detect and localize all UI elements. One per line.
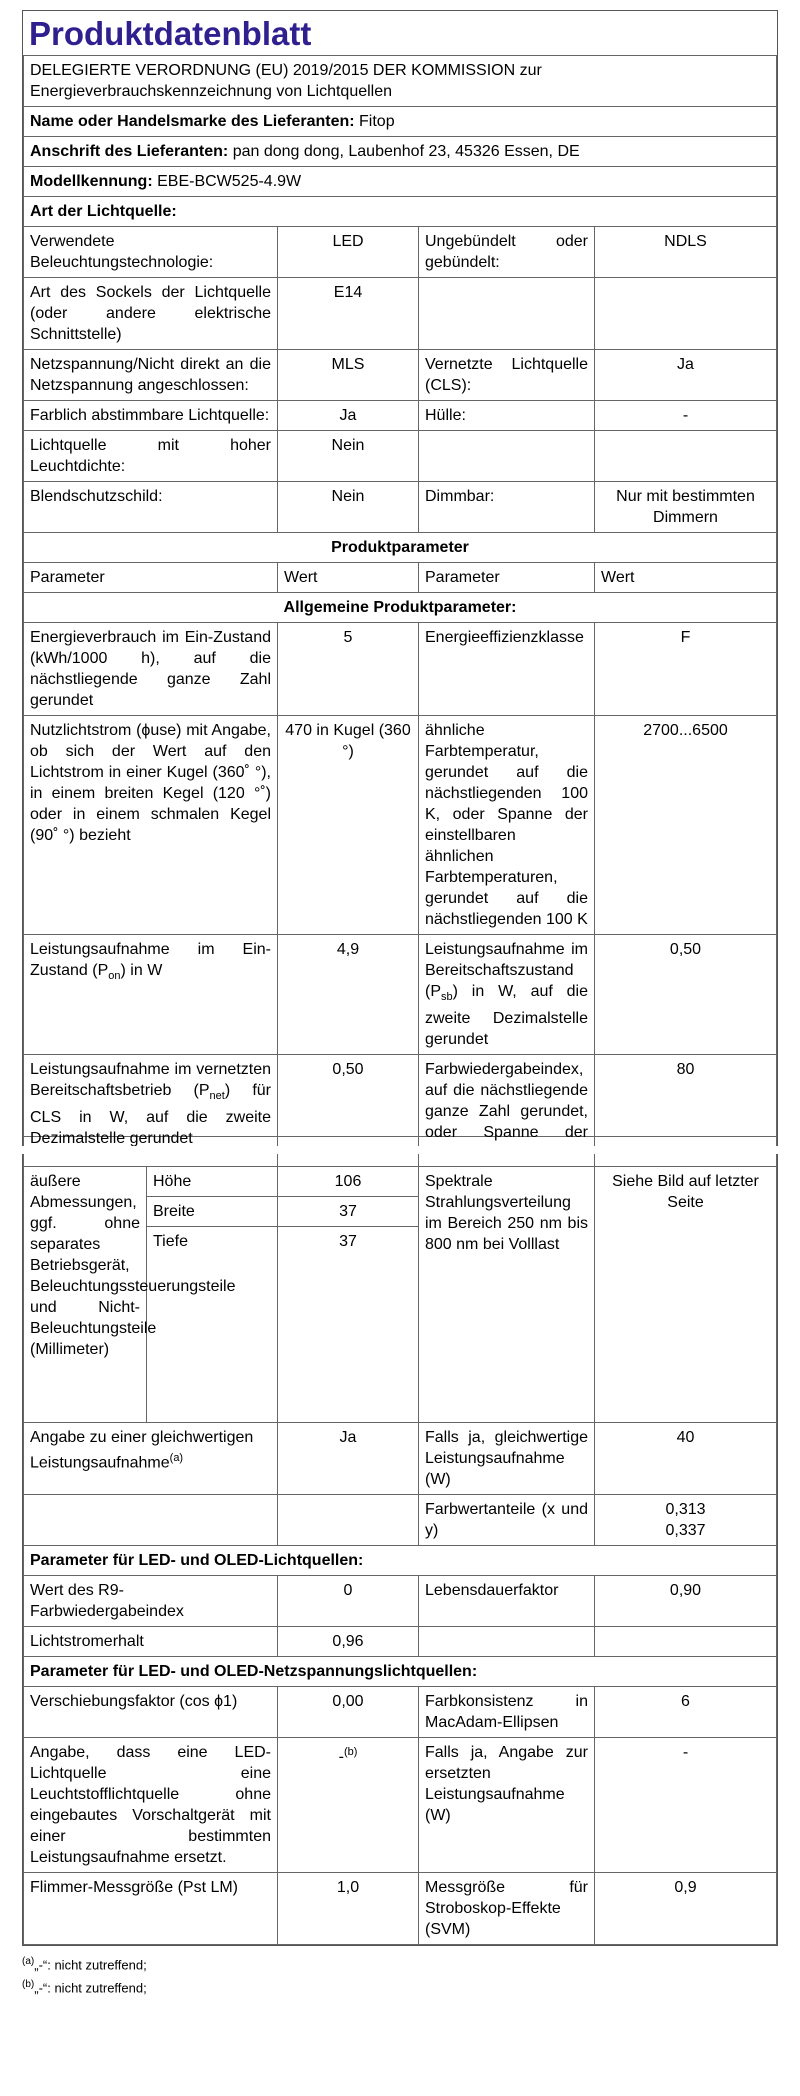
param-label: Lichtstromerhalt: [24, 1627, 278, 1657]
param-value: 0,96: [278, 1627, 419, 1657]
param-label: Farbwiedergabeindex, auf die nächstliegende ganze Zahl gerundet, oder Spanne der: [419, 1055, 595, 1146]
param-row-split: [24, 1055, 777, 1146]
type-row: [24, 350, 777, 401]
param-label: Falls ja, gleichwertige Leistungsaufnahme (W): [419, 1423, 595, 1495]
type-label: Ungebündelt oder gebündelt:: [419, 227, 595, 278]
value-superscript: (b): [343, 1746, 358, 1758]
type-value: Nur mit bestimmten Dimmern: [595, 482, 777, 533]
footnotes: [22, 1946, 778, 1999]
column-header: Wert: [595, 563, 777, 593]
param-label: [24, 935, 278, 1055]
empty-cell: [24, 1495, 278, 1546]
empty-cell: [419, 431, 595, 482]
empty-cell: [419, 1627, 595, 1657]
regulation-text: DELEGIERTE VERORDNUNG (EU) 2019/2015 DER KOMMISSION zur Energieverbrauchskennzeichnung von Lichtquellen: [24, 56, 777, 107]
value-text: -: [338, 1748, 344, 1766]
supplier-value: Fitop: [359, 113, 395, 130]
param-label: Farbwertanteile (x und y): [419, 1495, 595, 1546]
param-value: 0,00: [278, 1687, 419, 1738]
param-label: Energieeffizienzklasse: [419, 623, 595, 716]
model-value: EBE-BCW525-4.9W: [157, 173, 302, 190]
param-value: 4,9: [278, 935, 419, 1055]
type-value: -: [595, 401, 777, 431]
type-label: Hülle:: [419, 401, 595, 431]
label-text: Angabe zu einer gleichwertigen Leistungsaufnahme: [30, 1429, 254, 1472]
type-row: [24, 227, 777, 278]
param-value: 0,50: [595, 935, 777, 1055]
column-header: Parameter: [419, 563, 595, 593]
product-params-heading: Produktparameter: [24, 533, 777, 563]
sheet-page-1: [22, 10, 778, 1146]
spectral-value: Siehe Bild auf letzter Seite: [595, 1167, 777, 1423]
dimensions-label: äußere Abmessungen, ggf. ohne separates Betriebsgerät, Beleuchtungssteuerungsteile und Nicht-Beleuchtungsteile (Millimeter): [24, 1167, 147, 1423]
label-text: ) in W, auf die zweite Dezimalstelle gerundet: [425, 983, 588, 1049]
param-label: Farbkonsistenz in MacAdam-Ellipsen: [419, 1687, 595, 1738]
column-header-row: [24, 563, 777, 593]
param-value: 0,90: [595, 1576, 777, 1627]
param-value: Ja: [278, 1423, 419, 1495]
empty-cell: [419, 278, 595, 350]
led-params-heading: Parameter für LED- und OLED-Lichtquellen:: [24, 1546, 777, 1576]
type-label: Farblich abstimmbare Lichtquelle:: [24, 401, 278, 431]
page-break: [22, 1146, 778, 1154]
label-text: Leistungsaufnahme im vernetzten Bereitschaftsbetrieb (P: [30, 1061, 271, 1100]
type-value: NDLS: [595, 227, 777, 278]
empty-cell: [595, 278, 777, 350]
column-header: Parameter: [24, 563, 278, 593]
param-label: [419, 935, 595, 1055]
footnote: [22, 1975, 778, 1998]
label-text: Leistungsaufnahme im Ein-Zustand (P: [30, 941, 271, 979]
param-label: Flimmer-Messgröße (Pst LM): [24, 1873, 278, 1945]
label-subscript: on: [108, 970, 121, 983]
param-label: Energieverbrauch im Ein-Zustand (kWh/1000 h), auf die nächstliegende ganze Zahl gerundet: [24, 623, 278, 716]
param-value: [278, 1738, 419, 1873]
label-text: ) in W: [120, 962, 163, 979]
param-value: 40: [595, 1423, 777, 1495]
type-value: Ja: [278, 401, 419, 431]
type-label: Vernetzte Lichtquelle (CLS):: [419, 350, 595, 401]
param-row: [24, 716, 777, 935]
empty-cell: [278, 1495, 419, 1546]
type-value: LED: [278, 227, 419, 278]
param-label: Angabe, dass eine LED-Lichtquelle eine Leuchtstofflichtquelle ohne eingebautes Vorschaltgerät mit einer bestimmten Leistungsaufnahme ersetzt.: [24, 1738, 278, 1873]
param-value: F: [595, 623, 777, 716]
label-text: Leistungsaufnahme im Bereitschaftszustand (P: [425, 941, 588, 1000]
type-value: Nein: [278, 482, 419, 533]
dimension-name: Tiefe: [147, 1227, 278, 1423]
footnote-text: „-“: nicht zutreffend;: [34, 1980, 147, 1996]
empty-cell: [595, 1627, 777, 1657]
mls-params-heading: Parameter für LED- und OLED-Netzspannungslichtquellen:: [24, 1657, 777, 1687]
param-row: [24, 935, 777, 1055]
param-value: 5: [278, 623, 419, 716]
param-label: [24, 1423, 278, 1495]
type-label: Art des Sockels der Lichtquelle (oder andere elektrische Schnittstelle): [24, 278, 278, 350]
type-row: [24, 431, 777, 482]
footnote-mark: (a): [22, 1956, 35, 1967]
type-label: Lichtquelle mit hoher Leuchtdichte:: [24, 431, 278, 482]
param-label: Falls ja, Angabe zur ersetzten Leistungsaufnahme (W): [419, 1738, 595, 1873]
param-value: 0: [278, 1576, 419, 1627]
dimension-value: 37: [278, 1197, 419, 1227]
dimension-name: Breite: [147, 1197, 278, 1227]
type-label: Verwendete Beleuchtungstechnologie:: [24, 227, 278, 278]
param-label: Wert des R9-Farbwiedergabeindex: [24, 1576, 278, 1627]
sheet-page-2: [22, 1136, 778, 1946]
general-params-heading: Allgemeine Produktparameter:: [24, 593, 777, 623]
label-subscript: net: [209, 1090, 225, 1103]
param-label: Lebensdauerfaktor: [419, 1576, 595, 1627]
param-row: [24, 623, 777, 716]
footnote-mark: (b): [22, 1979, 35, 1991]
chromaticity-y: 0,337: [665, 1522, 706, 1539]
model-label: Modellkennung:: [30, 173, 153, 190]
supplier-label: Name oder Handelsmarke des Lieferanten:: [30, 113, 355, 130]
type-heading: Art der Lichtquelle:: [24, 197, 777, 227]
spectral-label: Spektrale Strahlungsverteilung im Bereich 250 nm bis 800 nm bei Volllast: [419, 1167, 595, 1423]
chromaticity-x: 0,313: [665, 1501, 706, 1518]
param-value: 0,9: [595, 1873, 777, 1945]
label-superscript: (a): [169, 1452, 184, 1464]
column-header: Wert: [278, 563, 419, 593]
footnote-text: „-“: nicht zutreffend;: [34, 1957, 147, 1973]
param-label: Verschiebungsfaktor (cos ϕ1): [24, 1687, 278, 1738]
type-label: Blendschutzschild:: [24, 482, 278, 533]
type-value: Ja: [595, 350, 777, 401]
dimension-row: [24, 1167, 777, 1197]
type-value: E14: [278, 278, 419, 350]
dimension-value: 106: [278, 1167, 419, 1197]
product-data-sheet: [22, 10, 778, 1999]
type-value: Nein: [278, 431, 419, 482]
empty-cell: [595, 431, 777, 482]
param-label: [24, 1055, 278, 1146]
param-row: [24, 1576, 777, 1627]
footnote: [22, 1952, 778, 1975]
param-value: 80: [595, 1055, 777, 1146]
param-row: [24, 1873, 777, 1945]
param-value: 1,0: [278, 1873, 419, 1945]
param-label: ähnliche Farbtemperatur, gerundet auf die nächstliegenden 100 K, oder Spanne der einstellbaren ähnlichen Farbtemperaturen, gerundet auf die nächstliegenden 100 K: [419, 716, 595, 935]
continuation-table: [23, 1136, 777, 1945]
page-title: Produktdatenblatt: [29, 15, 312, 52]
supplier-row: [24, 107, 777, 137]
param-label: Nutzlichtstrom (ϕuse) mit Angabe, ob sich der Wert auf den Lichtstrom in einer Kugel (360˚ °), in einem breiten Kegel (120 °˚) oder in einem schmalen Kegel (90˚ °) bezieht: [24, 716, 278, 935]
label-subscript: sb: [441, 991, 453, 1004]
param-value: 6: [595, 1687, 777, 1738]
header-table: [23, 55, 777, 1146]
address-value: pan dong dong, Laubenhof 23, 45326 Essen, DE: [232, 143, 580, 160]
address-label: Anschrift des Lieferanten:: [30, 143, 229, 160]
type-label: Netzspannung/Nicht direkt an die Netzspannung angeschlossen:: [24, 350, 278, 401]
type-row: [24, 278, 777, 350]
param-row: [24, 1627, 777, 1657]
param-value: 2700...6500: [595, 716, 777, 935]
param-value: [595, 1495, 777, 1546]
address-row: [24, 137, 777, 167]
dimension-name: Höhe: [147, 1167, 278, 1197]
param-value: -: [595, 1738, 777, 1873]
param-row: [24, 1738, 777, 1873]
param-row: [24, 1423, 777, 1495]
param-value: 470 in Kugel (360 °): [278, 716, 419, 935]
dimension-value: 37: [278, 1227, 419, 1423]
type-value: MLS: [278, 350, 419, 401]
label-text: ) für CLS in W, auf die zweite Dezimalstelle gerundet: [30, 1082, 271, 1146]
param-value: 0,50: [278, 1055, 419, 1146]
type-row: [24, 482, 777, 533]
param-row: [24, 1495, 777, 1546]
type-row: [24, 401, 777, 431]
type-label: Dimmbar:: [419, 482, 595, 533]
param-row: [24, 1687, 777, 1738]
model-row: [24, 167, 777, 197]
param-label: Messgröße für Stroboskop-Effekte (SVM): [419, 1873, 595, 1945]
